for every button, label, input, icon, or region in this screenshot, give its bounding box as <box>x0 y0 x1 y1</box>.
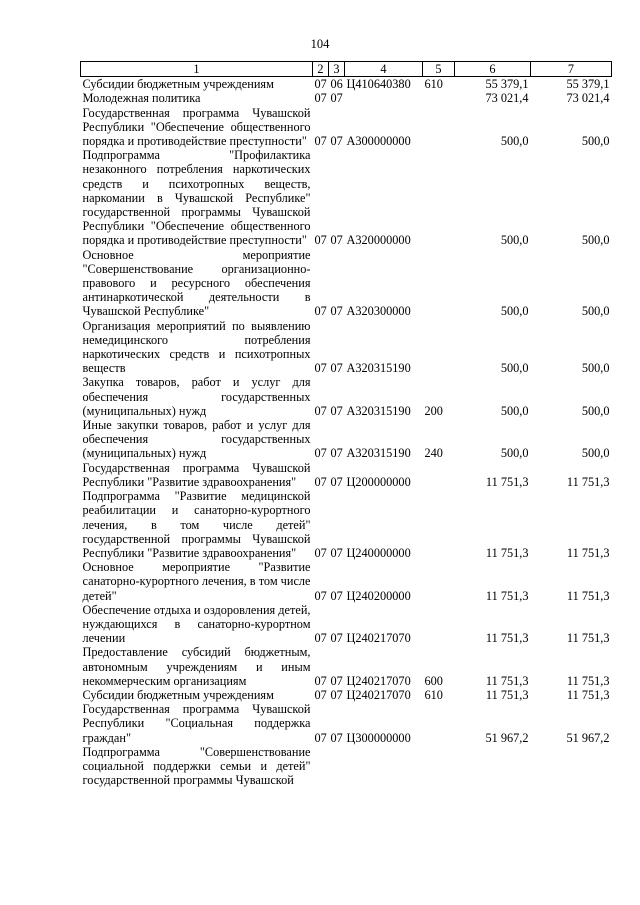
table-row <box>81 560 612 603</box>
row-expense-type-cell <box>423 91 455 105</box>
row-amount-cell <box>531 745 612 788</box>
row-subsection-cell: 07 <box>330 91 343 106</box>
row-name-cell: Государственная программа Чувашской Республики "Развитие здравоохранения" <box>82 460 311 489</box>
row-section-cell: 07 <box>314 403 327 418</box>
row-subsection-cell: 06 <box>330 77 343 92</box>
row-subsection-cell: 07 <box>330 687 343 702</box>
row-section-cell: 07 <box>314 446 327 461</box>
page-number: 104 <box>310 37 330 51</box>
row-section-cell: 07 <box>314 77 327 92</box>
row-section-cell: 07 <box>314 474 327 489</box>
row-amount-cell: 51 967,2 <box>566 730 610 745</box>
table-row <box>81 148 612 247</box>
row-name-cell: Субсидии бюджетным учреждениям <box>82 687 274 702</box>
table-row <box>81 248 612 319</box>
table-row <box>81 375 612 418</box>
row-target-article-cell: Ц410640380 <box>346 77 411 92</box>
row-name-cell: Основное мероприятие "Совершенствование организационно-правового и ресурсного обеспечения антинаркотической деятельности в Чувашской Республике" <box>82 247 311 319</box>
row-section-cell: 07 <box>314 687 327 702</box>
row-amount-cell: 11 751,3 <box>566 687 610 702</box>
row-target-article-cell: А320315190 <box>346 446 411 461</box>
row-expense-type-cell <box>423 148 455 247</box>
row-section-cell: 07 <box>314 361 327 376</box>
row-name-cell: Закупка товаров, работ и услуг для обеспечения государственных (муниципальных) нужд <box>82 375 311 418</box>
row-amount-cell: 11 751,3 <box>566 588 610 603</box>
row-subsection-cell: 07 <box>330 233 343 248</box>
row-section-cell: 07 <box>314 588 327 603</box>
row-target-article-cell: А320315190 <box>346 361 411 376</box>
table-row <box>81 77 612 92</box>
row-amount-cell: 500,0 <box>500 304 529 319</box>
row-amount-cell: 55 379,1 <box>485 77 529 92</box>
row-expense-type-cell <box>423 489 455 560</box>
row-amount-cell: 73 021,4 <box>485 91 529 106</box>
row-amount-cell: 11 751,3 <box>566 545 610 560</box>
row-amount-cell: 500,0 <box>500 403 529 418</box>
row-subsection-cell: 07 <box>330 134 343 149</box>
row-name-cell: Организация мероприятий по выявлению немедицинского потребления наркотических средств и психотропных веществ <box>82 318 311 376</box>
header-cell: 2 <box>313 62 329 77</box>
row-target-article-cell: Ц240200000 <box>346 588 411 603</box>
row-subsection-cell: 07 <box>330 403 343 418</box>
row-amount-cell: 500,0 <box>581 233 610 248</box>
row-amount-cell: 11 751,3 <box>485 588 529 603</box>
row-name-cell: Подпрограмма "Профилактика незаконного потребления наркотических средств и психотропных веществ, наркомании в Чувашской Республике" государственной программы Чувашской Республики "Обеспечение общественного порядка и противодействие преступности" <box>82 148 311 248</box>
header-cell: 6 <box>455 62 531 77</box>
row-target-article-cell: А320315190 <box>346 403 411 418</box>
row-expense-type-cell <box>423 461 455 489</box>
row-amount-cell <box>455 745 531 788</box>
row-target-article-cell: Ц240000000 <box>346 545 411 560</box>
table-row <box>81 702 612 745</box>
row-amount-cell: 73 021,4 <box>566 91 610 106</box>
row-name-cell: Молодежная политика <box>82 91 201 106</box>
row-amount-cell: 500,0 <box>500 233 529 248</box>
table-row <box>81 461 612 489</box>
row-expense-type-cell: 610 <box>424 77 443 92</box>
row-target-article-cell: Ц240217070 <box>346 673 411 688</box>
row-section-cell: 07 <box>314 91 327 106</box>
header-cell: 3 <box>329 62 345 77</box>
row-expense-type-cell <box>423 560 455 603</box>
row-subsection-cell <box>329 745 345 788</box>
row-expense-type-cell <box>423 319 455 376</box>
row-section-cell: 07 <box>314 134 327 149</box>
row-name-cell: Государственная программа Чувашской Республики "Социальная поддержка граждан" <box>82 702 311 745</box>
row-section-cell: 07 <box>314 233 327 248</box>
table-row <box>81 91 612 105</box>
row-amount-cell: 500,0 <box>500 446 529 461</box>
row-amount-cell: 11 751,3 <box>566 474 610 489</box>
table-row <box>81 745 612 788</box>
row-target-article-cell: Ц240217070 <box>346 631 411 646</box>
row-expense-type-cell <box>423 702 455 745</box>
row-amount-cell: 55 379,1 <box>566 77 610 92</box>
row-amount-cell: 500,0 <box>500 134 529 149</box>
header-cell: 1 <box>81 62 313 77</box>
row-name-cell: Предоставление субсидий бюджетным, автономным учреждениям и иным некоммерческим организациям <box>82 645 311 688</box>
row-subsection-cell: 07 <box>330 730 343 745</box>
row-expense-type-cell: 240 <box>424 446 443 461</box>
row-target-article-cell: Ц240217070 <box>346 687 411 702</box>
row-amount-cell: 500,0 <box>581 361 610 376</box>
row-expense-type-cell <box>423 745 455 788</box>
row-subsection-cell: 07 <box>330 588 343 603</box>
row-amount-cell: 500,0 <box>581 403 610 418</box>
row-section-cell: 07 <box>314 631 327 646</box>
row-amount-cell: 500,0 <box>581 304 610 319</box>
row-amount-cell: 500,0 <box>581 446 610 461</box>
row-amount-cell: 500,0 <box>500 361 529 376</box>
row-name-cell: Государственная программа Чувашской Республики "Обеспечение общественного порядка и противодействие преступности" <box>82 105 311 149</box>
row-target-article-cell <box>345 91 423 105</box>
row-subsection-cell: 07 <box>330 631 343 646</box>
row-expense-type-cell <box>423 248 455 319</box>
row-section-cell: 07 <box>314 673 327 688</box>
row-amount-cell: 11 751,3 <box>485 545 529 560</box>
row-amount-cell: 500,0 <box>581 134 610 149</box>
row-expense-type-cell: 200 <box>424 403 443 418</box>
row-expense-type-cell: 600 <box>424 673 443 688</box>
row-expense-type-cell <box>423 106 455 149</box>
row-target-article-cell: Ц300000000 <box>346 730 411 745</box>
row-target-article-cell: А320300000 <box>346 304 411 319</box>
row-target-article-cell: А320000000 <box>346 233 411 248</box>
header-cell: 7 <box>531 62 612 77</box>
row-target-article-cell <box>345 745 423 788</box>
table-row <box>81 489 612 560</box>
row-name-cell: Подпрограмма "Совершенствование социальной поддержки семьи и детей" государственной программы Чувашской <box>82 744 311 788</box>
row-section-cell <box>313 745 329 788</box>
row-subsection-cell: 07 <box>330 545 343 560</box>
table-row <box>81 319 612 376</box>
row-amount-cell: 11 751,3 <box>485 631 529 646</box>
budget-table <box>80 61 612 787</box>
row-amount-cell: 11 751,3 <box>485 687 529 702</box>
row-name-cell: Подпрограмма "Развитие медицинской реабилитации и санаторно-курортного лечения, в том числе детей" государственной программы Чувашской Республики "Развитие здравоохранения" <box>82 489 311 560</box>
row-target-article-cell: Ц200000000 <box>346 474 411 489</box>
table-row <box>81 688 612 702</box>
row-subsection-cell: 07 <box>330 304 343 319</box>
row-subsection-cell: 07 <box>330 446 343 461</box>
row-amount-cell: 51 967,2 <box>485 730 529 745</box>
row-amount-cell: 11 751,3 <box>566 673 610 688</box>
row-target-article-cell: А300000000 <box>346 134 411 149</box>
row-name-cell: Обеспечение отдыха и оздоровления детей, нуждающихся в санаторно-курортном лечении <box>82 602 311 646</box>
row-expense-type-cell <box>423 603 455 646</box>
row-section-cell: 07 <box>314 304 327 319</box>
table-row <box>81 603 612 646</box>
row-amount-cell: 11 751,3 <box>485 673 529 688</box>
table-header-row <box>81 62 612 77</box>
table-row <box>81 106 612 149</box>
header-cell: 4 <box>345 62 423 77</box>
row-section-cell: 07 <box>314 545 327 560</box>
header-cell: 5 <box>423 62 455 77</box>
row-name-cell: Иные закупки товаров, работ и услуг для обеспечения государственных (муниципальных) нужд <box>82 418 311 461</box>
row-subsection-cell: 07 <box>330 361 343 376</box>
row-name-cell: Субсидии бюджетным учреждениям <box>82 77 274 92</box>
row-expense-type-cell: 610 <box>424 687 443 702</box>
row-section-cell: 07 <box>314 730 327 745</box>
table-row <box>81 645 612 688</box>
row-subsection-cell: 07 <box>330 673 343 688</box>
row-name-cell: Основное мероприятие "Развитие санаторно-курортного лечения, в том числе детей" <box>82 560 311 603</box>
row-amount-cell: 11 751,3 <box>566 631 610 646</box>
table-row <box>81 418 612 461</box>
row-amount-cell: 11 751,3 <box>485 474 529 489</box>
row-subsection-cell: 07 <box>330 474 343 489</box>
